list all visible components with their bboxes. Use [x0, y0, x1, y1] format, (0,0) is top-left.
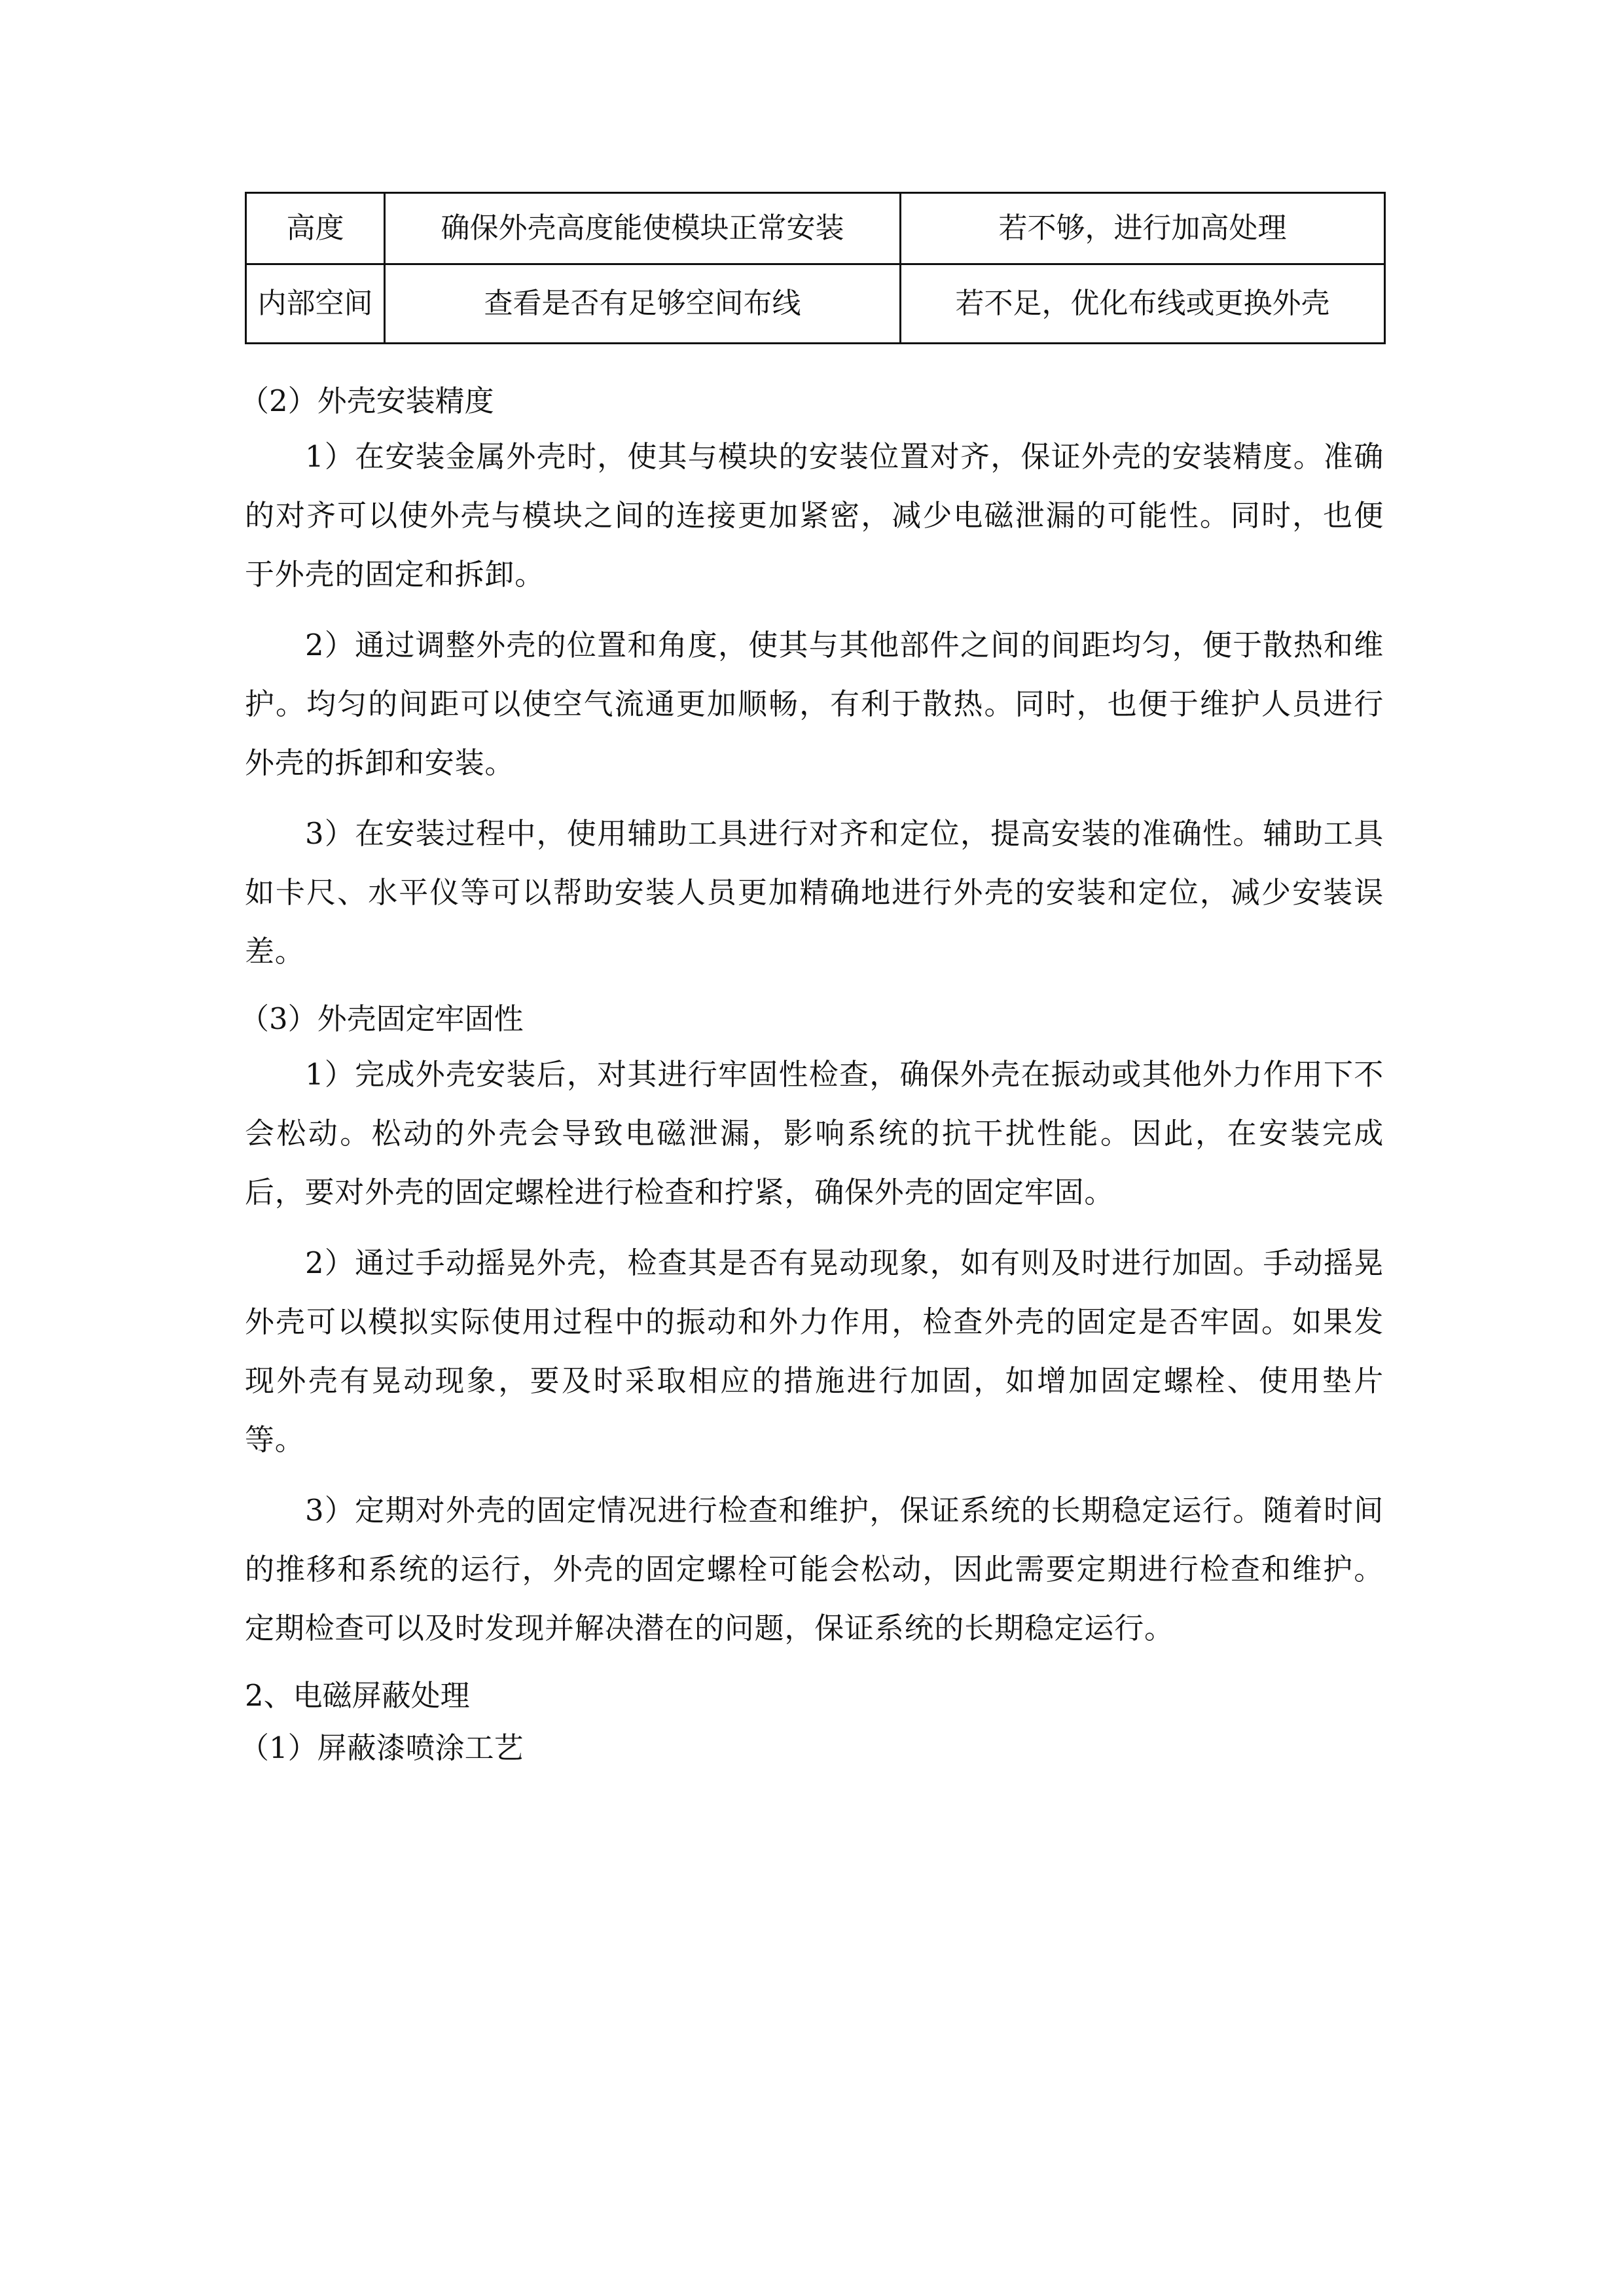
paragraph: 3）在安装过程中，使用辅助工具进行对齐和定位，提高安装的准确性。辅助工具如卡尺、水平仪等可以帮助安装人员更加精确地进行外壳的安装和定位，减少安装误差。: [245, 816, 1384, 969]
subsection-heading-spray: （1）屏蔽漆喷涂工艺: [240, 1731, 524, 1765]
table-cell-item: 内部空间: [246, 264, 385, 344]
table-row: [246, 264, 1385, 344]
inspection-table: [245, 192, 1386, 344]
section-heading-shielding: 2、电磁屏蔽处理: [245, 1678, 470, 1713]
table-cell-item: 高度: [246, 193, 385, 264]
table-cell-action: 若不够，进行加高处理: [901, 193, 1385, 264]
document-body: [240, 375, 1384, 1774]
paragraph: 1）在安装金属外壳时，使其与模块的安装位置对齐，保证外壳的安装精度。准确的对齐可以使外壳与模块之间的连接更加紧密，减少电磁泄漏的可能性。同时，也便于外壳的固定和拆卸。: [245, 439, 1384, 592]
paragraph: 2）通过手动摇晃外壳，检查其是否有晃动现象，如有则及时进行加固。手动摇晃外壳可以模拟实际使用过程中的振动和外力作用，检查外壳的固定是否牢固。如果发现外壳有晃动现象，要及时采取相应的措施进行加固，如增加固定螺栓、使用垫片等。: [245, 1246, 1384, 1457]
section-heading-precision: （2）外壳安装精度: [240, 384, 494, 418]
table-cell-requirement: 确保外壳高度能使模块正常安装: [385, 193, 901, 264]
section-heading-fixing: （3）外壳固定牢固性: [240, 1001, 524, 1036]
paragraph: 2）通过调整外壳的位置和角度，使其与其他部件之间的间距均匀，便于散热和维护。均匀的间距可以使空气流通更加顺畅，有利于散热。同时，也便于维护人员进行外壳的拆卸和安装。: [245, 628, 1384, 780]
table-cell-action: 若不足，优化布线或更换外壳: [901, 264, 1385, 344]
table-cell-requirement: 查看是否有足够空间布线: [385, 264, 901, 344]
paragraph: 3）定期对外壳的固定情况进行检查和维护，保证系统的长期稳定运行。随着时间的推移和系统的运行，外壳的固定螺栓可能会松动，因此需要定期进行检查和维护。定期检查可以及时发现并解决潜在的问题，保证系统的长期稳定运行。: [245, 1493, 1384, 1645]
table-row: [246, 193, 1385, 264]
paragraph: 1）完成外壳安装后，对其进行牢固性检查，确保外壳在振动或其他外力作用下不会松动。松动的外壳会导致电磁泄漏，影响系统的抗干扰性能。因此，在安装完成后，要对外壳的固定螺栓进行检查和拧紧，确保外壳的固定牢固。: [245, 1057, 1384, 1210]
